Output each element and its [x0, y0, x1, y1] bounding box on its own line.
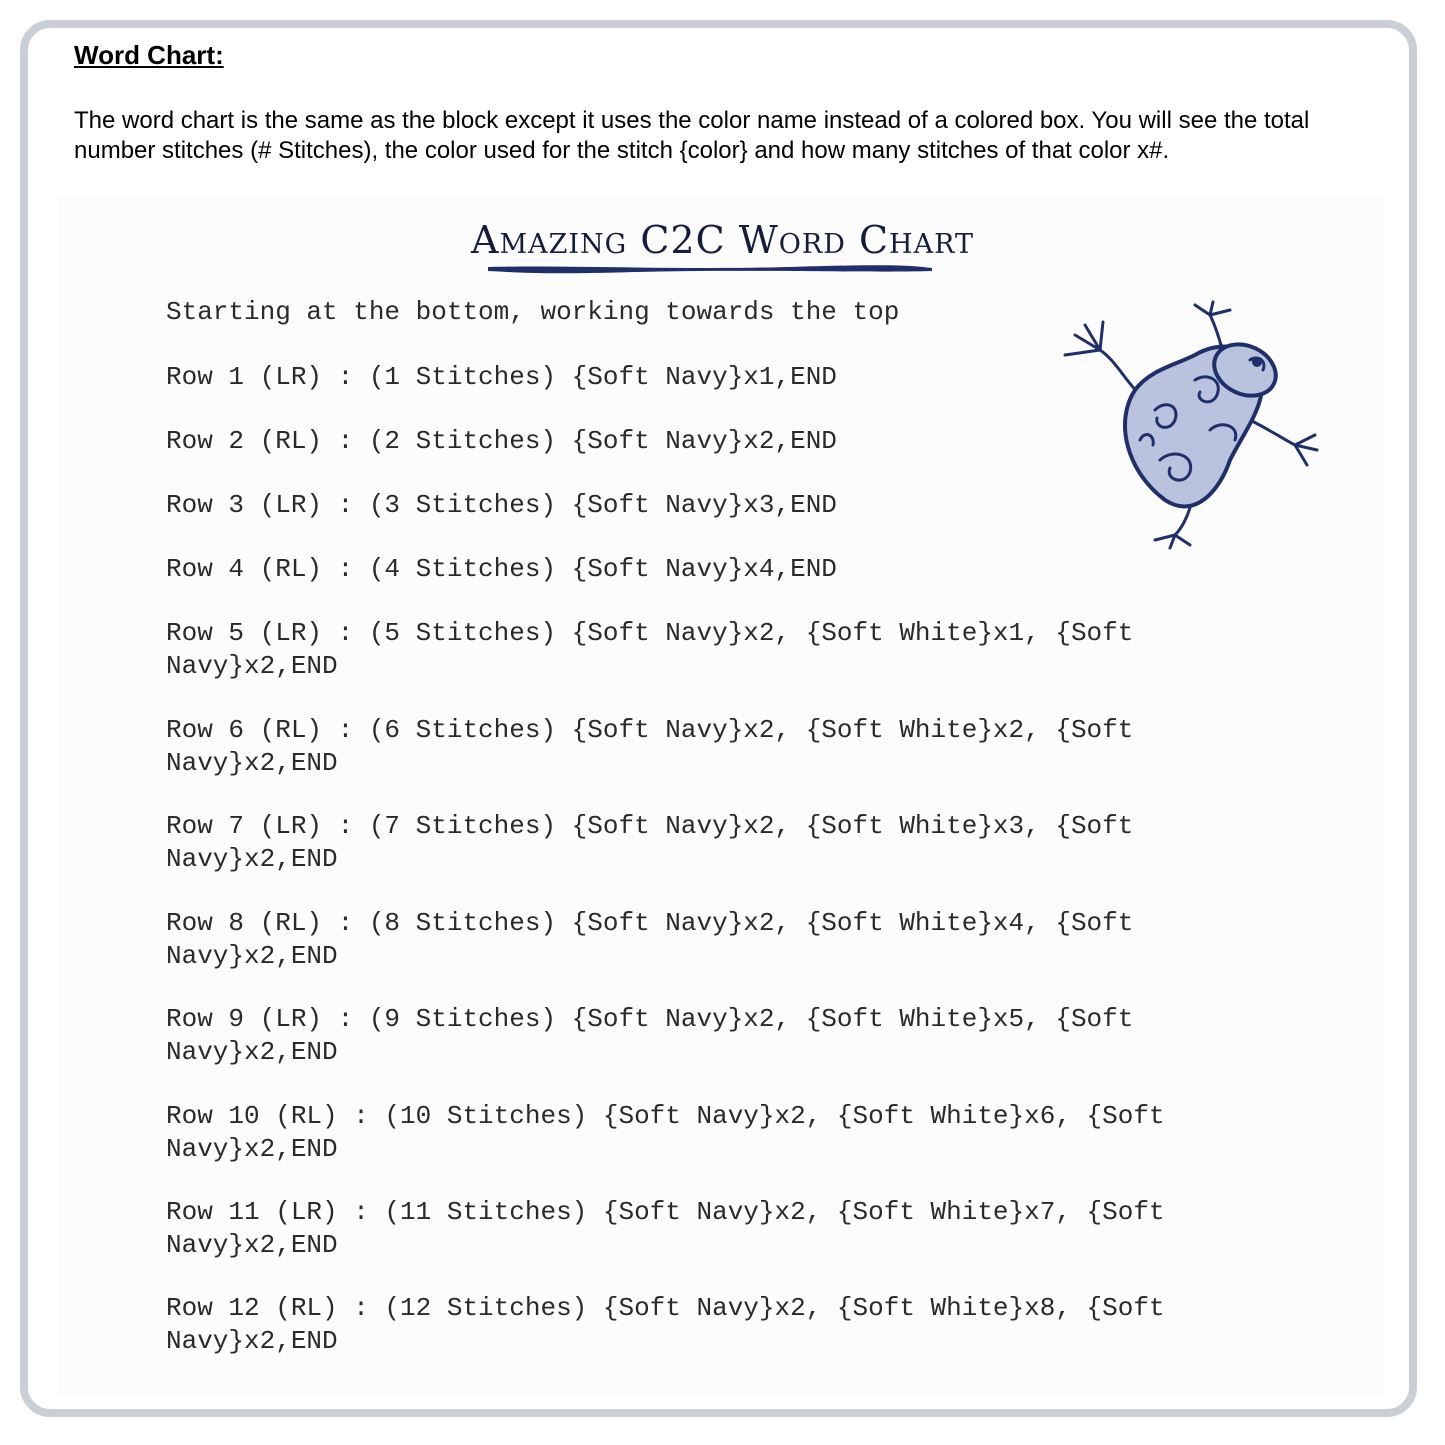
row-7	[166, 810, 1133, 876]
row-line: Row 10 (RL) : (10 Stitches) {Soft Navy}x2, {Soft White}x6, {Soft	[166, 1101, 1165, 1131]
row-4	[166, 553, 837, 586]
row-line: Row 8 (RL) : (8 Stitches) {Soft Navy}x2, {Soft White}x4, {Soft	[166, 908, 1134, 938]
row-12	[166, 1292, 1165, 1358]
row-line-continued: Navy}x2,END	[166, 844, 338, 874]
row-9	[166, 1003, 1133, 1069]
row-line: Row 2 (RL) : (2 Stitches) {Soft Navy}x2,END	[166, 426, 837, 456]
row-11	[166, 1196, 1165, 1262]
row-line-continued: Navy}x2,END	[166, 651, 338, 681]
row-line: Row 7 (LR) : (7 Stitches) {Soft Navy}x2, {Soft White}x3, {Soft	[166, 811, 1134, 841]
row-5	[166, 617, 1133, 683]
row-line-continued: Navy}x2,END	[166, 1326, 338, 1356]
row-3	[166, 489, 837, 522]
row-line-continued: Navy}x2,END	[166, 1037, 338, 1067]
start-note: Starting at the bottom, working towards the top	[166, 297, 900, 327]
row-line: Row 4 (RL) : (4 Stitches) {Soft Navy}x4,END	[166, 554, 837, 584]
row-line: Row 12 (RL) : (12 Stitches) {Soft Navy}x2, {Soft White}x8, {Soft	[166, 1293, 1165, 1323]
section-heading: Word Chart:	[74, 40, 224, 70]
frog-icon	[1045, 300, 1325, 550]
row-line-continued: Navy}x2,END	[166, 941, 338, 971]
row-2	[166, 425, 837, 458]
row-10	[166, 1100, 1165, 1166]
row-line-continued: Navy}x2,END	[166, 1230, 338, 1260]
row-6	[166, 714, 1133, 780]
row-line-continued: Navy}x2,END	[166, 748, 338, 778]
row-line: Row 1 (LR) : (1 Stitches) {Soft Navy}x1,END	[166, 362, 837, 392]
row-1	[166, 361, 837, 394]
row-line: Row 9 (LR) : (9 Stitches) {Soft Navy}x2, {Soft White}x5, {Soft	[166, 1004, 1134, 1034]
row-line: Row 6 (RL) : (6 Stitches) {Soft Navy}x2, {Soft White}x2, {Soft	[166, 715, 1134, 745]
row-line: Row 5 (LR) : (5 Stitches) {Soft Navy}x2, {Soft White}x1, {Soft	[166, 618, 1134, 648]
row-line: Row 11 (LR) : (11 Stitches) {Soft Navy}x2, {Soft White}x7, {Soft	[166, 1197, 1165, 1227]
row-8	[166, 907, 1133, 973]
intro-paragraph: The word chart is the same as the block except it uses the color name instead of a colored box. You will see the total number stitches (# Stitches), the color used for the stitch {color} and how many stitches of that color x#.	[74, 107, 1310, 164]
row-line-continued: Navy}x2,END	[166, 1134, 338, 1164]
chart-title: Amazing C2C Word Chart	[471, 218, 974, 262]
title-underline	[486, 261, 936, 275]
row-line: Row 3 (LR) : (3 Stitches) {Soft Navy}x3,END	[166, 490, 837, 520]
